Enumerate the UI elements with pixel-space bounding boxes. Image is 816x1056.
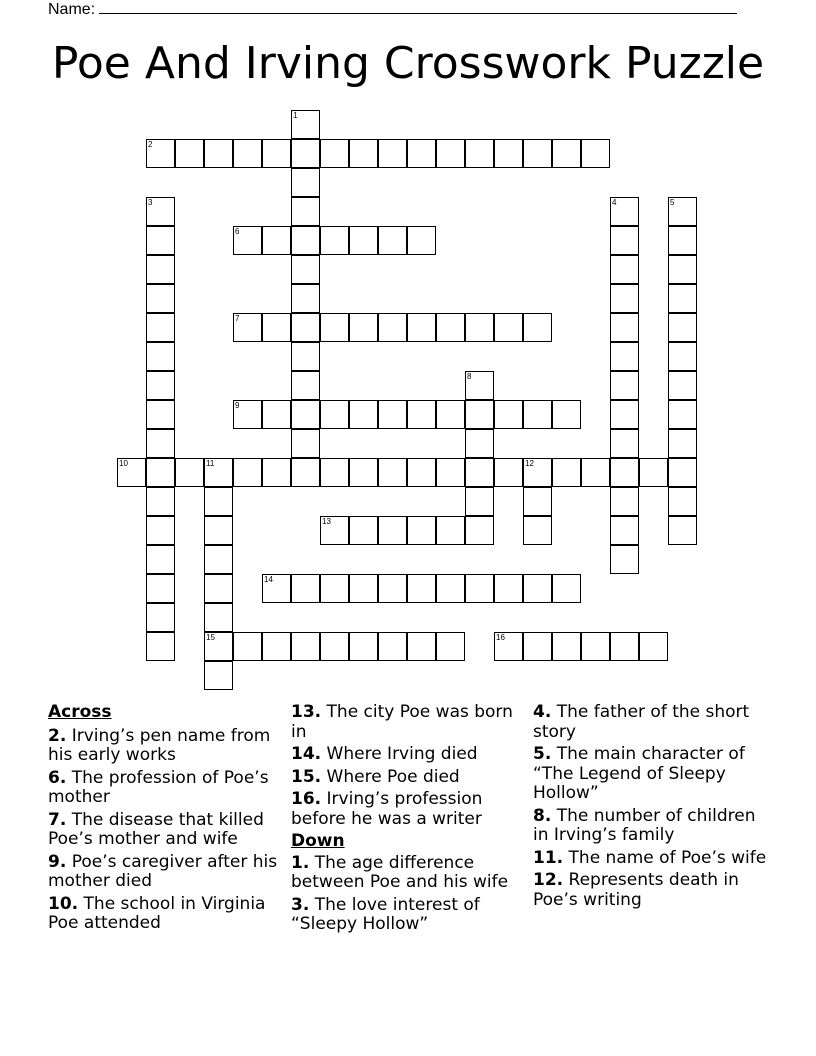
grid-cell[interactable] — [668, 429, 697, 458]
grid-cell[interactable] — [494, 400, 523, 429]
grid-cell[interactable] — [262, 574, 291, 603]
clue-number: 7 — [235, 314, 240, 323]
grid-cell[interactable] — [523, 487, 552, 516]
grid-cell[interactable] — [320, 226, 349, 255]
grid-cell[interactable] — [146, 255, 175, 284]
grid-cell[interactable] — [668, 487, 697, 516]
grid-cell[interactable] — [320, 516, 349, 545]
grid-cell[interactable] — [494, 632, 523, 661]
grid-cell[interactable] — [610, 516, 639, 545]
clue-across-15: 15. Where Poe died — [291, 766, 460, 787]
clue-number: 9 — [235, 401, 240, 410]
grid-cell[interactable] — [291, 371, 320, 400]
clue-across-16: 16. Irving’s profession before he was a writer — [291, 789, 483, 829]
grid-cell[interactable] — [436, 139, 465, 168]
grid-cell[interactable] — [320, 313, 349, 342]
grid-cell[interactable] — [291, 632, 320, 661]
clue-number: 14 — [264, 575, 273, 584]
grid-cell[interactable] — [146, 632, 175, 661]
grid-cell[interactable] — [378, 400, 407, 429]
grid-cell[interactable] — [204, 139, 233, 168]
grid-cell[interactable] — [146, 313, 175, 342]
grid-cell[interactable] — [204, 661, 233, 690]
grid-cell[interactable] — [320, 458, 349, 487]
clue-down-3: 3. The love interest of “Sleepy Hollow” — [291, 894, 480, 934]
grid-cell[interactable] — [610, 284, 639, 313]
grid-cell[interactable] — [291, 110, 320, 139]
grid-cell[interactable] — [436, 632, 465, 661]
grid-cell[interactable] — [436, 516, 465, 545]
clue-down-11: 11. The name of Poe’s wife — [533, 847, 767, 868]
grid-cell[interactable] — [465, 313, 494, 342]
grid-cell[interactable] — [146, 603, 175, 632]
grid-cell[interactable] — [291, 197, 320, 226]
grid-cell[interactable] — [291, 226, 320, 255]
grid-cell[interactable] — [233, 632, 262, 661]
clue-number: 15 — [206, 633, 215, 642]
grid-cell[interactable] — [436, 400, 465, 429]
grid-cell[interactable] — [523, 632, 552, 661]
grid-cell[interactable] — [668, 516, 697, 545]
grid-cell[interactable] — [349, 400, 378, 429]
grid-cell[interactable] — [552, 632, 581, 661]
grid-cell[interactable] — [465, 574, 494, 603]
grid-cell[interactable] — [610, 226, 639, 255]
grid-cell[interactable] — [523, 574, 552, 603]
grid-cell[interactable] — [291, 139, 320, 168]
clue-across-13: 13. The city Poe was born in — [291, 702, 513, 742]
grid-cell[interactable] — [378, 313, 407, 342]
grid-cell[interactable] — [494, 139, 523, 168]
grid-cell[interactable] — [291, 284, 320, 313]
grid-cell[interactable] — [291, 342, 320, 371]
grid-cell[interactable] — [204, 545, 233, 574]
clue-down-5: 5. The main character of “The Legend of Sleepy Hollow” — [533, 744, 745, 803]
clue-number: 10 — [119, 459, 128, 468]
grid-cell[interactable] — [407, 226, 436, 255]
grid-cell[interactable] — [494, 574, 523, 603]
grid-cell[interactable] — [494, 313, 523, 342]
clue-number: 12 — [525, 459, 534, 468]
clue-down-1: 1. The age difference between Poe and his wife — [291, 852, 509, 892]
grid-cell[interactable] — [407, 400, 436, 429]
grid-cell[interactable] — [146, 284, 175, 313]
grid-cell[interactable] — [668, 400, 697, 429]
grid-cell[interactable] — [349, 574, 378, 603]
grid-cell[interactable] — [233, 226, 262, 255]
grid-cell[interactable] — [233, 458, 262, 487]
grid-cell[interactable] — [175, 139, 204, 168]
clue-number: 1 — [293, 111, 298, 120]
grid-cell[interactable] — [523, 516, 552, 545]
grid-cell[interactable] — [204, 632, 233, 661]
grid-cell[interactable] — [204, 603, 233, 632]
grid-cell[interactable] — [262, 139, 291, 168]
grid-cell[interactable] — [204, 574, 233, 603]
clue-number: 2 — [148, 140, 153, 149]
grid-cell[interactable] — [262, 458, 291, 487]
grid-cell[interactable] — [407, 139, 436, 168]
grid-cell[interactable] — [204, 487, 233, 516]
clue-number: 13 — [322, 517, 331, 526]
grid-cell[interactable] — [146, 226, 175, 255]
grid-cell[interactable] — [610, 197, 639, 226]
grid-cell[interactable] — [436, 574, 465, 603]
clue-number: 4 — [612, 198, 617, 207]
grid-cell[interactable] — [146, 574, 175, 603]
grid-cell[interactable] — [378, 458, 407, 487]
grid-cell[interactable] — [146, 516, 175, 545]
grid-cell[interactable] — [378, 516, 407, 545]
grid-cell[interactable] — [233, 400, 262, 429]
grid-cell[interactable] — [204, 458, 233, 487]
grid-cell[interactable] — [349, 226, 378, 255]
grid-cell[interactable] — [552, 400, 581, 429]
clue-across-2: 2. Irving’s pen name from his early works — [48, 725, 271, 765]
grid-cell[interactable] — [146, 371, 175, 400]
grid-cell[interactable] — [465, 429, 494, 458]
grid-cell[interactable] — [668, 342, 697, 371]
clue-number: 6 — [235, 227, 240, 236]
grid-cell[interactable] — [668, 313, 697, 342]
clue-number: 3 — [148, 198, 153, 207]
grid-cell[interactable] — [262, 226, 291, 255]
grid-cell[interactable] — [552, 139, 581, 168]
grid-cell[interactable] — [610, 487, 639, 516]
grid-cell[interactable] — [262, 400, 291, 429]
grid-cell[interactable] — [378, 139, 407, 168]
grid-cell[interactable] — [146, 400, 175, 429]
clue-across-14: 14. Where Irving died — [291, 744, 478, 764]
grid-cell[interactable] — [204, 516, 233, 545]
grid-cell[interactable] — [349, 516, 378, 545]
grid-cell[interactable] — [523, 458, 552, 487]
down-heading: Down — [291, 831, 345, 851]
grid-cell[interactable] — [436, 313, 465, 342]
clue-down-4: 4. The father of the short story — [533, 702, 750, 742]
clue-across-6: 6. The profession of Poe’s mother — [48, 767, 269, 807]
clue-column-1 — [48, 703, 288, 937]
grid-cell[interactable] — [146, 429, 175, 458]
grid-cell[interactable] — [552, 574, 581, 603]
grid-cell[interactable] — [407, 632, 436, 661]
grid-cell[interactable] — [610, 313, 639, 342]
clue-down-12: 12. Represents death in Poe’s writing — [533, 870, 739, 910]
grid-cell[interactable] — [610, 429, 639, 458]
grid-cell[interactable] — [291, 255, 320, 284]
grid-cell[interactable] — [320, 632, 349, 661]
grid-cell[interactable] — [291, 429, 320, 458]
grid-cell[interactable] — [291, 574, 320, 603]
grid-cell[interactable] — [146, 342, 175, 371]
grid-cell[interactable] — [291, 400, 320, 429]
grid-cell[interactable] — [262, 632, 291, 661]
clue-across-10: 10. The school in Virginia Poe attended — [48, 893, 266, 933]
grid-cell[interactable] — [668, 284, 697, 313]
grid-cell[interactable] — [117, 458, 146, 487]
clue-number: 5 — [670, 198, 675, 207]
grid-cell[interactable] — [146, 458, 175, 487]
grid-cell[interactable] — [407, 313, 436, 342]
grid-cell[interactable] — [610, 458, 639, 487]
grid-cell[interactable] — [407, 458, 436, 487]
grid-cell[interactable] — [610, 342, 639, 371]
grid-cell[interactable] — [668, 458, 697, 487]
grid-cell[interactable] — [146, 487, 175, 516]
grid-cell[interactable] — [581, 139, 610, 168]
clue-number: 8 — [467, 372, 472, 381]
grid-cell[interactable] — [610, 255, 639, 284]
grid-cell[interactable] — [146, 545, 175, 574]
grid-cell[interactable] — [523, 139, 552, 168]
grid-cell[interactable] — [610, 371, 639, 400]
page-title: Poe And Irving Crosswork Puzzle — [51, 38, 765, 89]
grid-cell[interactable] — [146, 139, 175, 168]
grid-cell[interactable] — [465, 458, 494, 487]
grid-cell[interactable] — [610, 400, 639, 429]
grid-cell[interactable] — [233, 139, 262, 168]
grid-cell[interactable] — [668, 197, 697, 226]
grid-cell[interactable] — [465, 516, 494, 545]
grid-cell[interactable] — [581, 632, 610, 661]
clue-column-2 — [291, 703, 531, 938]
name-label: Name: — [48, 1, 96, 18]
clue-across-9: 9. Poe’s caregiver after his mother died — [48, 851, 278, 891]
clue-across-7: 7. The disease that killed Poe’s mother and wife — [48, 809, 264, 849]
grid-cell[interactable] — [175, 458, 204, 487]
grid-cell[interactable] — [349, 458, 378, 487]
grid-cell[interactable] — [465, 371, 494, 400]
grid-cell[interactable] — [581, 458, 610, 487]
grid-cell[interactable] — [610, 632, 639, 661]
grid-cell[interactable] — [320, 400, 349, 429]
clue-down-8: 8. The number of children in Irving’s family — [533, 805, 756, 845]
grid-cell[interactable] — [320, 574, 349, 603]
grid-cell[interactable] — [291, 458, 320, 487]
grid-cell[interactable] — [378, 226, 407, 255]
clue-number: 16 — [496, 633, 505, 642]
grid-cell[interactable] — [262, 313, 291, 342]
grid-cell[interactable] — [291, 168, 320, 197]
grid-cell[interactable] — [465, 139, 494, 168]
grid-cell[interactable] — [610, 545, 639, 574]
clue-column-3 — [533, 703, 773, 913]
grid-cell[interactable] — [349, 139, 378, 168]
grid-cell[interactable] — [668, 371, 697, 400]
grid-cell[interactable] — [233, 313, 262, 342]
grid-cell[interactable] — [639, 458, 668, 487]
grid-cell[interactable] — [378, 574, 407, 603]
across-heading: Across — [48, 702, 112, 722]
grid-cell[interactable] — [668, 226, 697, 255]
grid-cell[interactable] — [465, 487, 494, 516]
grid-cell[interactable] — [523, 400, 552, 429]
grid-cell[interactable] — [349, 313, 378, 342]
grid-cell[interactable] — [494, 458, 523, 487]
grid-cell[interactable] — [523, 313, 552, 342]
grid-cell[interactable] — [291, 313, 320, 342]
clue-number: 11 — [206, 459, 215, 468]
grid-cell[interactable] — [552, 458, 581, 487]
grid-cell[interactable] — [407, 574, 436, 603]
grid-cell[interactable] — [639, 632, 668, 661]
grid-cell[interactable] — [668, 255, 697, 284]
grid-cell[interactable] — [465, 400, 494, 429]
grid-cell[interactable] — [320, 139, 349, 168]
grid-cell[interactable] — [378, 632, 407, 661]
grid-cell[interactable] — [407, 516, 436, 545]
grid-cell[interactable] — [146, 197, 175, 226]
grid-cell[interactable] — [436, 458, 465, 487]
grid-cell[interactable] — [349, 632, 378, 661]
